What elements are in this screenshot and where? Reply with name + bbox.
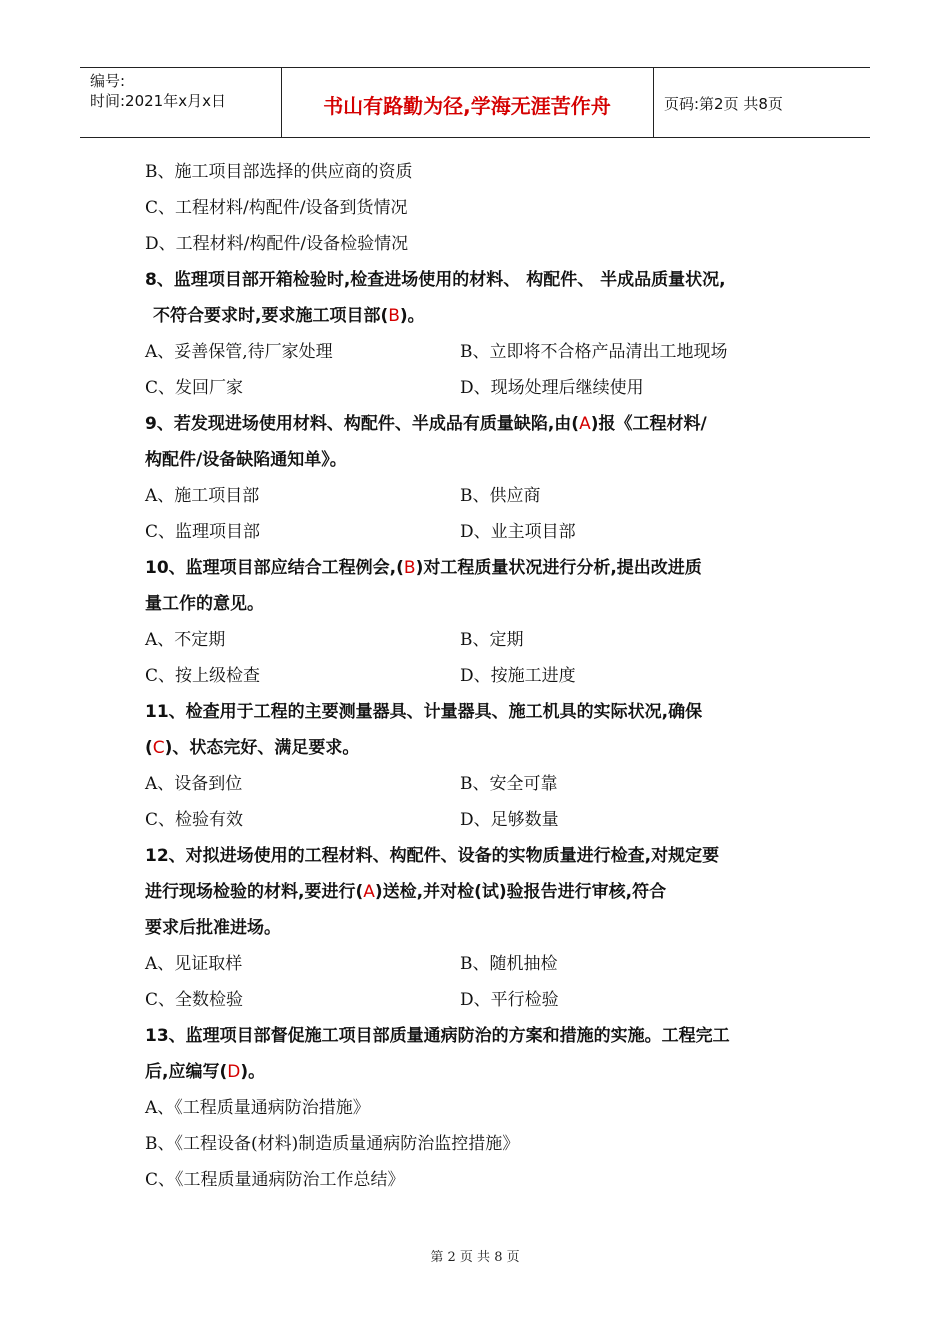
question-13-line: 后,应编写(D)。 — [145, 1062, 266, 1082]
header-divider — [653, 68, 654, 137]
option-row — [145, 802, 825, 838]
question-12-line: 要求后批准进场。 — [145, 918, 281, 938]
option-c: C、监理项目部 — [145, 522, 261, 542]
option-c: C、发回厂家 — [145, 378, 244, 398]
question-9-line: 构配件/设备缺陷通知单》。 — [145, 450, 347, 470]
option-a: A、不定期 — [145, 630, 226, 650]
option-b: B、立即将不合格产品清出工地现场 — [460, 342, 728, 362]
question-10-line: 量工作的意见。 — [145, 594, 264, 614]
option-row — [145, 478, 825, 514]
option-row — [145, 334, 825, 370]
option-b: B、随机抽检 — [460, 954, 558, 974]
question-11-line: (C)、状态完好、满足要求。 — [145, 738, 360, 758]
option-line: D、工程材料/构配件/设备检验情况 — [145, 234, 409, 254]
option-row — [145, 658, 825, 694]
option-line: C、工程材料/构配件/设备到货情况 — [145, 198, 408, 218]
question-8-line: 不符合要求时,要求施工项目部(B)。 — [153, 306, 425, 326]
question-12-line: 进行现场检验的材料,要进行(A)送检,并对检(试)验报告进行审核,符合 — [145, 882, 667, 902]
option-c: C、检验有效 — [145, 810, 244, 830]
header-meta — [90, 71, 226, 111]
option-c: C、全数检验 — [145, 990, 244, 1010]
option-c: C、按上级检查 — [145, 666, 261, 686]
option-d: D、平行检验 — [460, 990, 559, 1010]
answer-mark: A — [363, 882, 375, 902]
option-b: B、《工程设备(材料)制造质量通病防治监控措施》 — [145, 1134, 520, 1154]
answer-mark: B — [403, 558, 416, 578]
header-page-info: 页码:第2页 共8页 — [664, 95, 783, 113]
option-row — [145, 622, 825, 658]
option-row — [145, 370, 825, 406]
question-10-line: 10、监理项目部应结合工程例会,(B)对工程质量状况进行分析,提出改进质 — [145, 558, 702, 578]
option-b: B、定期 — [460, 630, 524, 650]
header-motto: 书山有路勤为径,学海无涯苦作舟 — [323, 94, 611, 118]
option-d: D、足够数量 — [460, 810, 559, 830]
option-row — [145, 514, 825, 550]
question-12-line: 12、对拟进场使用的工程材料、构配件、设备的实物质量进行检查,对规定要 — [145, 846, 720, 866]
page-footer: 第 2 页 共 8 页 — [430, 1250, 520, 1265]
question-9-line: 9、若发现进场使用材料、构配件、半成品有质量缺陷,由(A)报《工程材料/ — [145, 414, 707, 434]
answer-mark: A — [579, 414, 591, 434]
option-d: D、现场处理后继续使用 — [460, 378, 644, 398]
option-line: B、施工项目部选择的供应商的资质 — [145, 162, 413, 182]
date-label: 时间:2021年x月x日 — [90, 92, 226, 110]
answer-mark: C — [152, 738, 165, 758]
option-row — [145, 766, 825, 802]
option-row — [145, 946, 825, 982]
question-8-line: 8、监理项目部开箱检验时,检查进场使用的材料、 构配件、 半成品质量状况, — [145, 270, 726, 290]
question-11-line: 11、检查用于工程的主要测量器具、计量器具、施工机具的实际状况,确保 — [145, 702, 703, 722]
option-b: B、安全可靠 — [460, 774, 558, 794]
page-header — [80, 67, 870, 138]
question-13-line: 13、监理项目部督促施工项目部质量通病防治的方案和措施的实施。工程完工 — [145, 1026, 730, 1046]
answer-mark: B — [388, 306, 400, 326]
option-b: B、供应商 — [460, 486, 541, 506]
option-c: C、《工程质量通病防治工作总结》 — [145, 1170, 405, 1190]
option-a: A、《工程质量通病防治措施》 — [145, 1098, 370, 1118]
option-d: D、业主项目部 — [460, 522, 576, 542]
answer-mark: D — [227, 1062, 241, 1082]
question-content — [145, 154, 825, 1198]
option-row — [145, 982, 825, 1018]
option-a: A、见证取样 — [145, 954, 243, 974]
option-a: A、设备到位 — [145, 774, 243, 794]
option-a: A、施工项目部 — [145, 486, 260, 506]
number-label: 编号: — [90, 72, 126, 90]
option-d: D、按施工进度 — [460, 666, 576, 686]
option-a: A、妥善保管,待厂家处理 — [145, 342, 333, 362]
